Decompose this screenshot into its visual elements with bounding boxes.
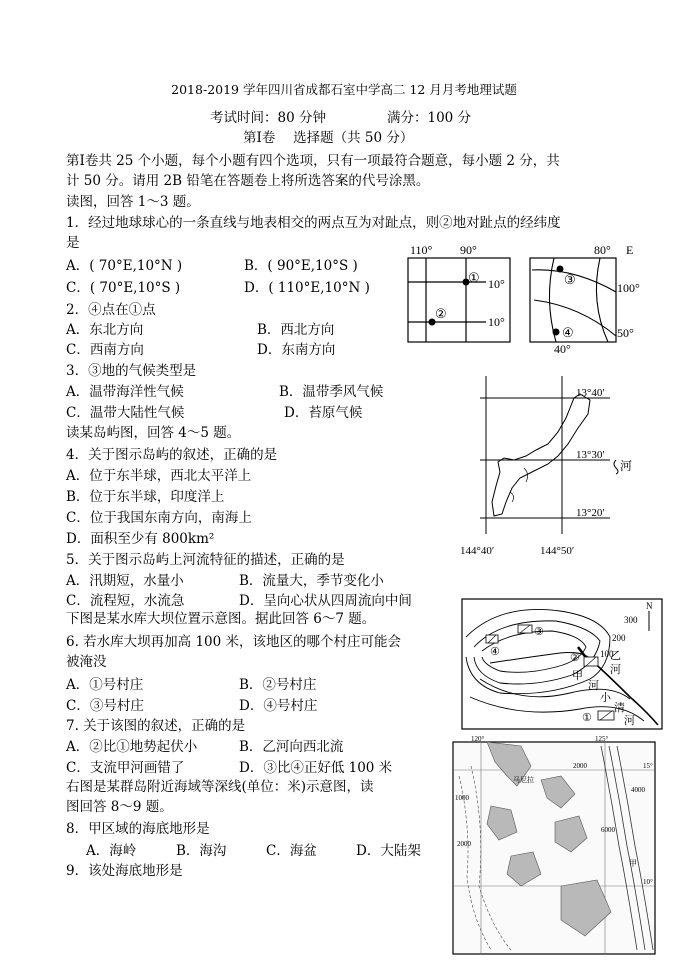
frame: [453, 742, 655, 954]
reservoir-map-figure: [460, 597, 666, 732]
lat-13-40: 13°40′: [576, 387, 605, 399]
q5-option-d: D．呈向心状从四周流向中间: [239, 593, 412, 609]
river-xiao-label: 小: [600, 692, 611, 704]
depth-2000-east: 2000: [573, 762, 587, 770]
left-grid-frame: [408, 258, 510, 342]
village-2-label: ②: [570, 652, 580, 664]
north-arrow-label: N: [646, 601, 653, 611]
bathymetry-map-figure: [451, 736, 661, 958]
q3-option-a: A．温带海洋性气候: [66, 384, 184, 400]
lon-125: 125°: [595, 736, 609, 743]
point-3-label: ③: [564, 272, 576, 287]
group3-intro: 下图是某水库大坝位置示意图。据此回答 6～7 题。: [66, 611, 376, 627]
group4-intro-1: 右图是某群岛附近海域等深线(单位：米)示意图，读: [66, 779, 374, 795]
river-jia-label: 甲: [572, 670, 583, 682]
group2-intro: 读某岛屿图，回答 4～5 题。: [66, 425, 241, 441]
depth-1000: 1000: [455, 794, 469, 802]
latlon-grid-figure: [404, 240, 640, 354]
point-1-label: ①: [468, 270, 480, 285]
q4-option-b: B．位于东半球，印度洋上: [66, 489, 225, 505]
q4-option-c: C．位于我国东南方向，南海上: [66, 510, 252, 526]
q4-stem: 4．关于图示岛屿的叙述，正确的是: [66, 447, 278, 463]
lat-13-30: 13°30′: [576, 449, 605, 461]
q8-option-b: B．海沟: [176, 843, 227, 859]
lon-144-50: 144°50′: [540, 545, 575, 557]
river-yi-label: 乙: [610, 650, 621, 662]
group4-intro-2: 图回答 8～9 题。: [66, 799, 173, 815]
q6-stem-2: 被淹没: [66, 654, 107, 670]
river-legend-symbol: [614, 460, 618, 474]
island-map-figure: [440, 374, 646, 560]
left-lon-90: 90°: [460, 243, 477, 257]
q7-option-c: C．支流甲河画错了: [66, 760, 185, 776]
q7-option-b: B．乙河向西北流: [239, 739, 344, 755]
right-lon-80: 80°: [594, 243, 611, 257]
left-lat-1: 10°: [488, 277, 505, 291]
contour-label-200: 200: [612, 633, 626, 643]
contour-label-300: 300: [624, 615, 638, 625]
q3-option-c: C．温带大陆性气候: [66, 405, 185, 421]
q1-stem-1: 1．经过地球球心的一条直线与地表相交的两点互为对趾点，则②地对趾点的经纬度: [66, 215, 561, 231]
contour-label-100: 100: [600, 649, 614, 659]
point-4-dot: [553, 329, 560, 336]
q1-stem-2: 是: [66, 235, 80, 251]
river-legend-label: 河: [620, 459, 633, 473]
section-title: 第Ⅰ卷 选择题（共 50 分）: [243, 130, 414, 146]
q7-option-d: D．③比④正好低 100 米: [239, 760, 393, 776]
q1-option-b: B．( 90°E,10°S ): [244, 258, 358, 274]
q9-stem: 9．该处海底地形是: [66, 863, 183, 879]
river-he-label-2: 河: [588, 680, 599, 692]
right-lat-50: 50°: [617, 326, 634, 340]
instruction-line-2: 计 50 分。请用 2B 铅笔在答题卷上将所选答案的代号涂黑。: [66, 173, 430, 189]
q1-option-d: D．( 110°E,10°N ): [244, 280, 370, 296]
q5-option-c: C．流程短，水流急: [66, 593, 185, 609]
depth-6000: 6000: [601, 826, 615, 834]
q1-option-c: C．( 70°E,10°S ): [66, 280, 181, 296]
right-grid-meridian-b: [596, 258, 608, 342]
lat-15: 15°: [643, 762, 653, 770]
lon-144-40: 144°40′: [460, 545, 495, 557]
lat-10: 10°: [643, 878, 653, 886]
point-4-label: ④: [562, 325, 574, 340]
q5-option-a: A．汛期短，水量小: [66, 573, 184, 589]
village-4-label: ④: [490, 646, 500, 658]
lat-13-20: 13°20′: [576, 507, 605, 519]
left-lon-110: 110°: [410, 243, 433, 257]
q6-stem-1: 6. 若水库大坝再加高 100 米，该地区的哪个村庄可能会: [66, 634, 402, 650]
instruction-line-1: 第Ⅰ卷共 25 个小题，每个小题有四个选项，只有一项最符合题意，每小题 2 分，共: [66, 153, 560, 169]
depth-4000: 4000: [631, 786, 645, 794]
river-he-label: 河: [610, 664, 621, 676]
village-1-label: ①: [582, 712, 592, 724]
point-2-label: ②: [435, 306, 447, 321]
depth-2000-west: 2000: [457, 840, 471, 848]
paper-title: 2018-2019 学年四川省成都石室中学高二 12 月月考地理试题: [171, 82, 517, 97]
q2-stem: 2．④点在①点: [66, 302, 156, 318]
q8-option-d: D．大陆架: [356, 843, 421, 859]
river-he-label-3: 河: [624, 715, 635, 727]
lon-120: 120°: [471, 736, 485, 743]
q3-stem: 3．③地的气候类型是: [66, 363, 197, 379]
q2-option-c: C．西南方向: [66, 342, 144, 358]
q2-option-d: D．东南方向: [257, 342, 336, 358]
q4-option-d: D．面积至少有 800km²: [66, 531, 215, 547]
q3-option-b: B．温带季风气候: [279, 384, 384, 400]
left-lat-2: 10°: [488, 315, 505, 329]
q8-option-c: C．海盆: [266, 843, 317, 859]
island-river-2: [510, 492, 514, 502]
q2-option-b: B．西北方向: [257, 322, 335, 338]
village-3-label: ③: [534, 626, 544, 638]
exam-time: 考试时间：80 分钟: [210, 110, 326, 126]
q7-option-a: A．②比①地势起伏小: [66, 739, 198, 755]
q2-option-a: A．东北方向: [66, 322, 144, 338]
q6-option-d: D．④号村庄: [239, 698, 318, 714]
city-manila-label: 马尼拉: [513, 776, 534, 784]
q7-stem: 7. 关于该图的叙述，正确的是: [66, 718, 246, 734]
full-score: 满分：100 分: [387, 110, 472, 126]
q6-option-a: A．①号村庄: [66, 677, 144, 693]
q1-option-a: A．( 70°E,10°N ): [66, 258, 183, 274]
q6-option-b: B．②号村庄: [239, 677, 317, 693]
q8-stem: 8．甲区域的海底地形是: [66, 821, 210, 837]
group1-intro: 读图，回答 1～3 题。: [66, 194, 200, 210]
point-3-dot: [557, 266, 564, 273]
river-qing-label: 清: [614, 702, 625, 714]
q8-option-a: A．海岭: [86, 843, 137, 859]
right-e-label: E: [626, 243, 634, 257]
right-lat-100: 100°: [617, 281, 640, 295]
q5-stem: 5．关于图示岛屿上河流特征的描述，正确的是: [66, 552, 345, 568]
q5-option-b: B．流量大，季节变化小: [239, 573, 384, 589]
q3-option-d: D．苔原气候: [284, 405, 363, 421]
q4-option-a: A．位于东半球，西北太平洋上: [66, 468, 252, 484]
right-bottom-40: 40°: [554, 342, 571, 354]
q6-option-c: C．③号村庄: [66, 698, 144, 714]
region-jia-label: 甲: [629, 859, 637, 868]
